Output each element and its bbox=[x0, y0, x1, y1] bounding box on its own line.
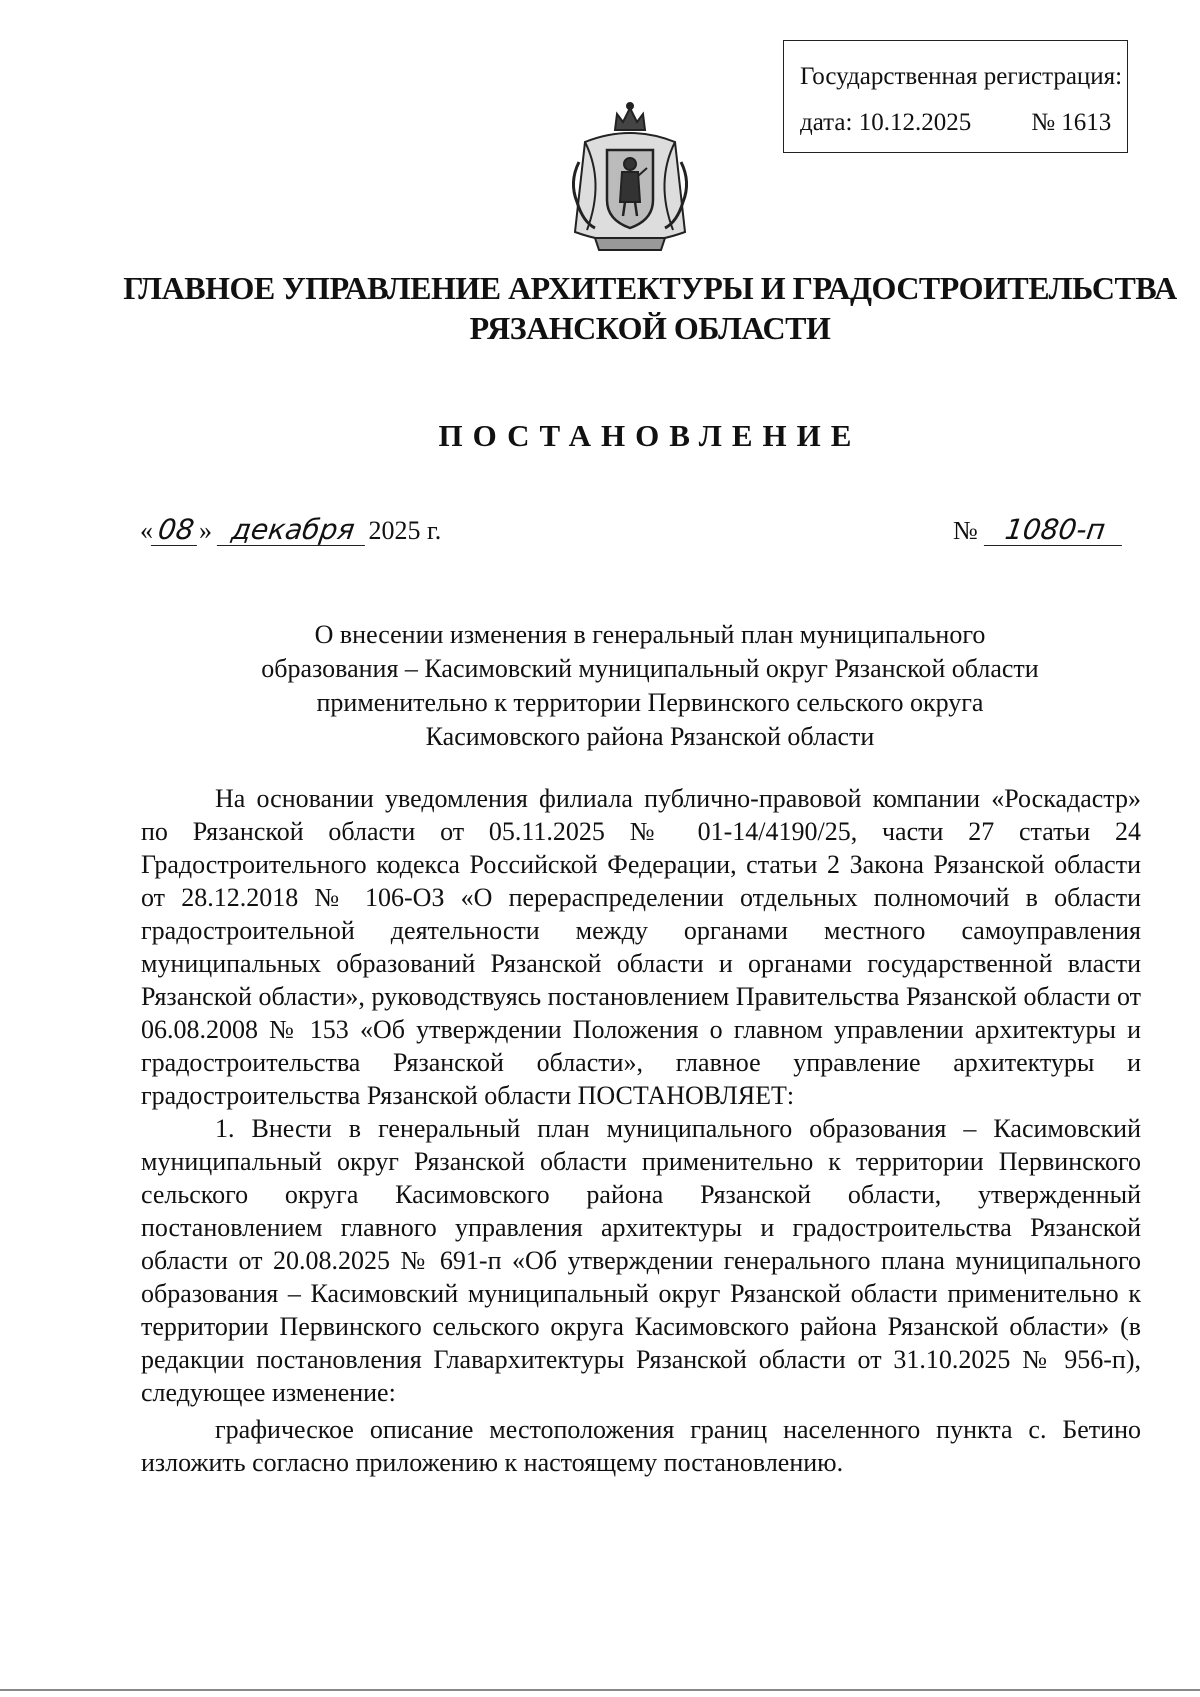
subject-line: применительно к территории Первинского сельского округа bbox=[316, 688, 984, 717]
registration-stamp bbox=[783, 40, 1128, 153]
organization-name bbox=[0, 268, 1200, 348]
page-bottom-edge bbox=[0, 1689, 1200, 1691]
registration-title: Государственная регистрация: bbox=[800, 63, 1123, 90]
organization-name-line2: РЯЗАНСКОЙ ОБЛАСТИ bbox=[469, 310, 831, 346]
date-year: 2025 г. bbox=[368, 516, 442, 545]
registration-number: № 1613 bbox=[1031, 109, 1112, 136]
subject-line: образования – Касимовский муниципальный округ Рязанской области bbox=[261, 654, 1039, 683]
document-body bbox=[141, 782, 1141, 1479]
document-subject bbox=[170, 618, 1130, 754]
registration-date: дата: 10.12.2025 bbox=[800, 109, 972, 136]
document-date bbox=[140, 515, 441, 546]
document-number bbox=[953, 515, 1124, 546]
coat-of-arms-icon bbox=[565, 102, 695, 254]
subject-line: Касимовского района Рязанской области bbox=[425, 722, 875, 751]
organization-name-line1: ГЛАВНОЕ УПРАВЛЕНИЕ АРХИТЕКТУРЫ И ГРАДОСТРОИТЕЛЬСТВА bbox=[123, 270, 1177, 306]
item-1-change-paragraph: графическое описание местоположения границ населенного пункта с. Бетино изложить согласно приложению к настоящему постановлению. bbox=[141, 1415, 1141, 1477]
date-open-quote: « bbox=[140, 516, 153, 545]
subject-line: О внесении изменения в генеральный план муниципального bbox=[314, 620, 986, 649]
date-month-handwritten: декабря bbox=[216, 515, 368, 546]
document-type-title: ПОСТАНОВЛЕНИЕ bbox=[438, 418, 862, 453]
preamble-paragraph: На основании уведомления филиала публично-правовой компании «Роскадастр» по Рязанской области от 05.11.2025 № 01-14/4190/25, части 27 статьи 24 Градостроительного кодекса Российской Федерации, статьи 2 Закона Рязанской области от 28.12.2018 № 106-ОЗ «О перераспределении отдельных полномочий в области градостроительной деятельности между органами местного самоуправления муниципальных образований Рязанской области и органами государственной власти Рязанской области», руководствуясь постановлением Правительства Рязанской области от 06.08.2008 № 153 «Об утверждении Положения о главном управлении архитектуры и градостроительства Рязанской области», главное управление архитектуры и градостроительства Рязанской области ПОСТАНОВЛЯЕТ: bbox=[141, 784, 1141, 1110]
item-1-paragraph: 1. Внести в генеральный план муниципального образования – Касимовский муниципальный округ Рязанской области применительно к территории Первинского сельского округа Касимовского района Рязанской области, утвержденный постановлением главного управления архитектуры и градостроительства Рязанской области от 20.08.2025 № 691-п «Об утверждении генерального плана муниципального образования – Касимовский муниципальный округ Рязанской области применительно к территории Первинского сельского округа Касимовского района Рязанской области» (в редакции постановления Главархитектуры Рязанской области от 31.10.2025 № 956-п), следующее изменение: bbox=[141, 1114, 1141, 1407]
date-close-quote: » bbox=[199, 516, 212, 545]
registration-date-line bbox=[800, 109, 1111, 137]
document-number-handwritten: 1080-п bbox=[984, 515, 1126, 546]
date-day-handwritten: 08 bbox=[151, 515, 201, 546]
document-number-label: № bbox=[953, 516, 978, 545]
